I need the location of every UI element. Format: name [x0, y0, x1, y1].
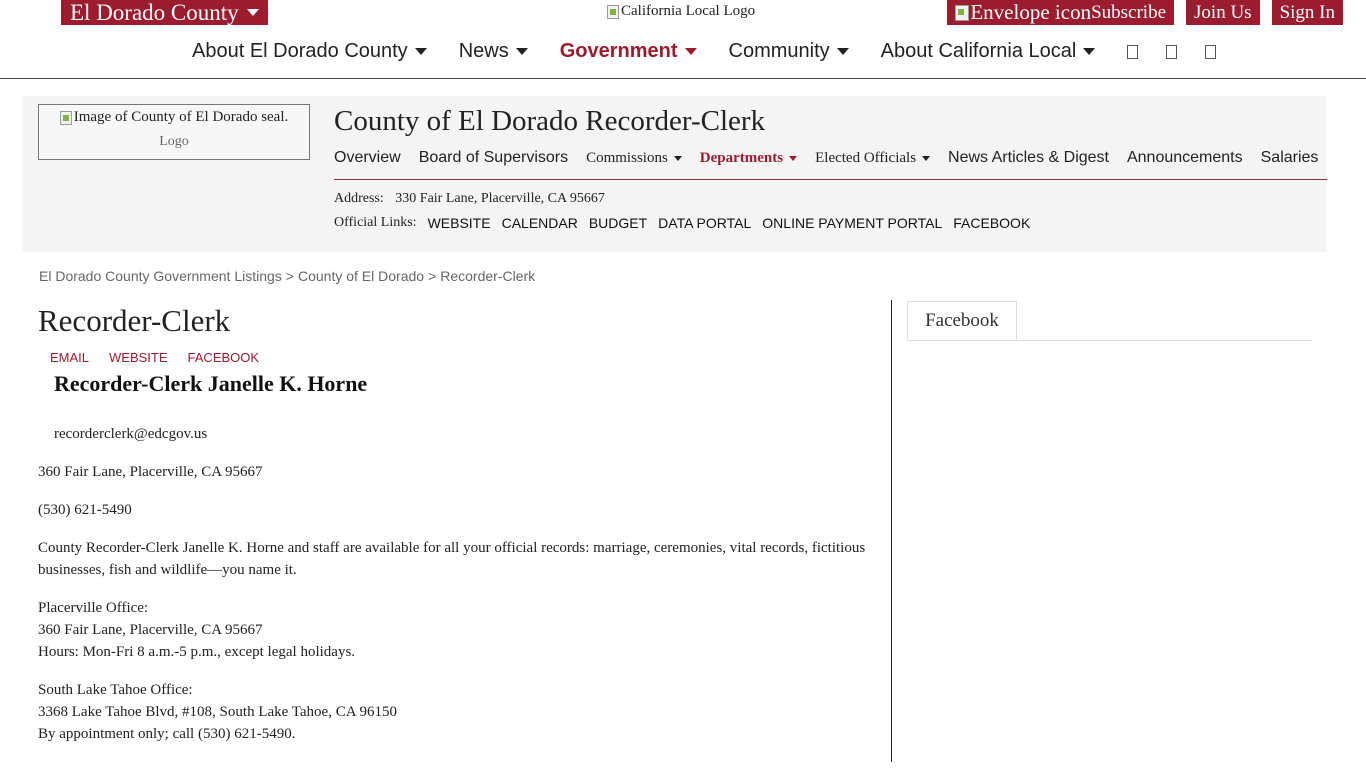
- county-selector-button[interactable]: [61, 0, 268, 25]
- link-online-payment-portal[interactable]: ONLINE PAYMENT PORTAL: [762, 215, 943, 231]
- org-address: [334, 191, 605, 207]
- breadcrumb: [39, 268, 535, 284]
- subnav-elected-officials[interactable]: [815, 150, 930, 167]
- subnav-commissions[interactable]: [586, 150, 682, 167]
- quick-link-facebook[interactable]: FACEBOOK: [187, 350, 260, 365]
- breadcrumb-item-current: Recorder-Clerk: [440, 268, 536, 284]
- page-title: Recorder-Clerk: [38, 303, 231, 338]
- chevron-down-icon: [922, 156, 930, 161]
- chevron-down-icon: [247, 9, 259, 16]
- official-links: [334, 215, 1041, 231]
- breadcrumb-separator: >: [285, 268, 294, 284]
- south-lake-tahoe-office: [38, 679, 888, 745]
- seal-alt-text: Image of County of El Dorado seal.: [73, 109, 289, 125]
- social-icon-placeholder[interactable]: [1166, 45, 1177, 59]
- tab-facebook[interactable]: Facebook: [907, 301, 1017, 341]
- header-divider: [0, 78, 1366, 79]
- envelope-icon-alt: Envelope icon: [970, 0, 1092, 24]
- chevron-down-icon: [516, 48, 528, 55]
- nav-label: About El Dorado County: [192, 40, 408, 62]
- breadcrumb-item[interactable]: County of El Dorado: [297, 268, 425, 284]
- breadcrumb-separator: >: [428, 268, 437, 284]
- org-subnav: [334, 149, 1336, 167]
- broken-image-icon: [955, 5, 969, 21]
- subnav-divider: [334, 179, 1327, 180]
- office-note: By appointment only; call (530) 621-5490.: [38, 726, 296, 742]
- nav-label: About California Local: [880, 40, 1077, 62]
- nav-community[interactable]: [729, 40, 849, 63]
- main-nav: [192, 40, 1244, 63]
- social-icon-placeholder[interactable]: [1127, 45, 1138, 59]
- subscribe-button[interactable]: [947, 0, 1174, 25]
- chevron-down-icon: [1083, 48, 1095, 55]
- site-logo-alt: California Local Logo: [621, 3, 756, 19]
- quick-links: [50, 350, 259, 365]
- broken-image-icon: [60, 111, 72, 125]
- office-address: 3368 Lake Tahoe Blvd, #108, South Lake Tahoe, CA 96150: [38, 704, 397, 720]
- link-facebook[interactable]: FACEBOOK: [953, 215, 1031, 231]
- quick-link-website[interactable]: WEBSITE: [109, 350, 168, 365]
- nav-government[interactable]: [560, 40, 697, 63]
- broken-image-icon: [607, 5, 619, 19]
- content-divider: [891, 300, 892, 762]
- subscribe-label: Subscribe: [1091, 2, 1167, 23]
- subnav-label: Elected Officials: [815, 149, 917, 166]
- official-email[interactable]: recorderclerk@edcgov.us: [54, 426, 208, 442]
- subnav-label: Commissions: [586, 149, 668, 166]
- county-selector-label: El Dorado County: [70, 0, 239, 25]
- subnav-announcements[interactable]: Announcements: [1126, 149, 1243, 166]
- nav-news[interactable]: [459, 40, 528, 63]
- link-website[interactable]: WEBSITE: [427, 215, 491, 231]
- official-links-label: Official Links:: [334, 215, 417, 230]
- site-logo[interactable]: [607, 3, 755, 20]
- nav-label: Government: [559, 40, 678, 62]
- nav-about-california-local[interactable]: [881, 40, 1096, 63]
- subnav-board-of-supervisors[interactable]: Board of Supervisors: [418, 149, 569, 166]
- chevron-down-icon: [837, 48, 849, 55]
- envelope-icon: [955, 0, 1091, 25]
- account-actions: [947, 0, 1343, 25]
- office-heading: Placerville Office:: [38, 600, 149, 616]
- chevron-down-icon: [789, 156, 797, 161]
- link-budget[interactable]: BUDGET: [588, 215, 648, 231]
- chevron-down-icon: [415, 48, 427, 55]
- link-data-portal[interactable]: DATA PORTAL: [658, 215, 752, 231]
- address-label: Address:: [334, 191, 384, 206]
- office-heading: South Lake Tahoe Office:: [38, 682, 193, 698]
- nav-about-county[interactable]: [192, 40, 427, 63]
- quick-link-email[interactable]: EMAIL: [50, 350, 90, 365]
- office-hours: Hours: Mon-Fri 8 a.m.-5 p.m., except legal holidays.: [38, 644, 356, 660]
- nav-label: News: [458, 40, 509, 62]
- breadcrumb-item[interactable]: El Dorado County Government Listings: [39, 268, 282, 284]
- subnav-departments[interactable]: [700, 150, 797, 167]
- subnav-news-articles[interactable]: News Articles & Digest: [948, 149, 1109, 166]
- social-icon-placeholder[interactable]: [1205, 45, 1216, 59]
- official-name: Recorder-Clerk Janelle K. Horne: [54, 371, 368, 396]
- county-seal-logo: [38, 104, 310, 160]
- nav-label: Community: [728, 40, 830, 62]
- chevron-down-icon: [685, 48, 697, 55]
- subnav-salaries[interactable]: Salaries: [1260, 149, 1319, 166]
- address-value: 330 Fair Lane, Placerville, CA 95667: [395, 191, 605, 206]
- content-phone: (530) 621-5490: [38, 502, 132, 518]
- signin-button[interactable]: Sign In: [1272, 0, 1343, 25]
- content-address: 360 Fair Lane, Placerville, CA 95667: [38, 464, 263, 480]
- subnav-overview[interactable]: Overview: [334, 149, 401, 166]
- subnav-label: Departments: [699, 149, 784, 166]
- seal-caption: Logo: [159, 134, 189, 149]
- org-title: County of El Dorado Recorder-Clerk: [334, 105, 766, 137]
- join-button[interactable]: Join Us: [1186, 0, 1260, 25]
- link-calendar[interactable]: CALENDAR: [501, 215, 578, 231]
- content-description: County Recorder-Clerk Janelle K. Horne and staff are available for all your official records: marriage, ceremonies, vital records, fictitious businesses, fish and wildlife—you name it.: [38, 540, 866, 578]
- tab-underline: [907, 340, 1312, 341]
- office-address: 360 Fair Lane, Placerville, CA 95667: [38, 622, 263, 638]
- chevron-down-icon: [674, 156, 682, 161]
- placerville-office: [38, 597, 888, 663]
